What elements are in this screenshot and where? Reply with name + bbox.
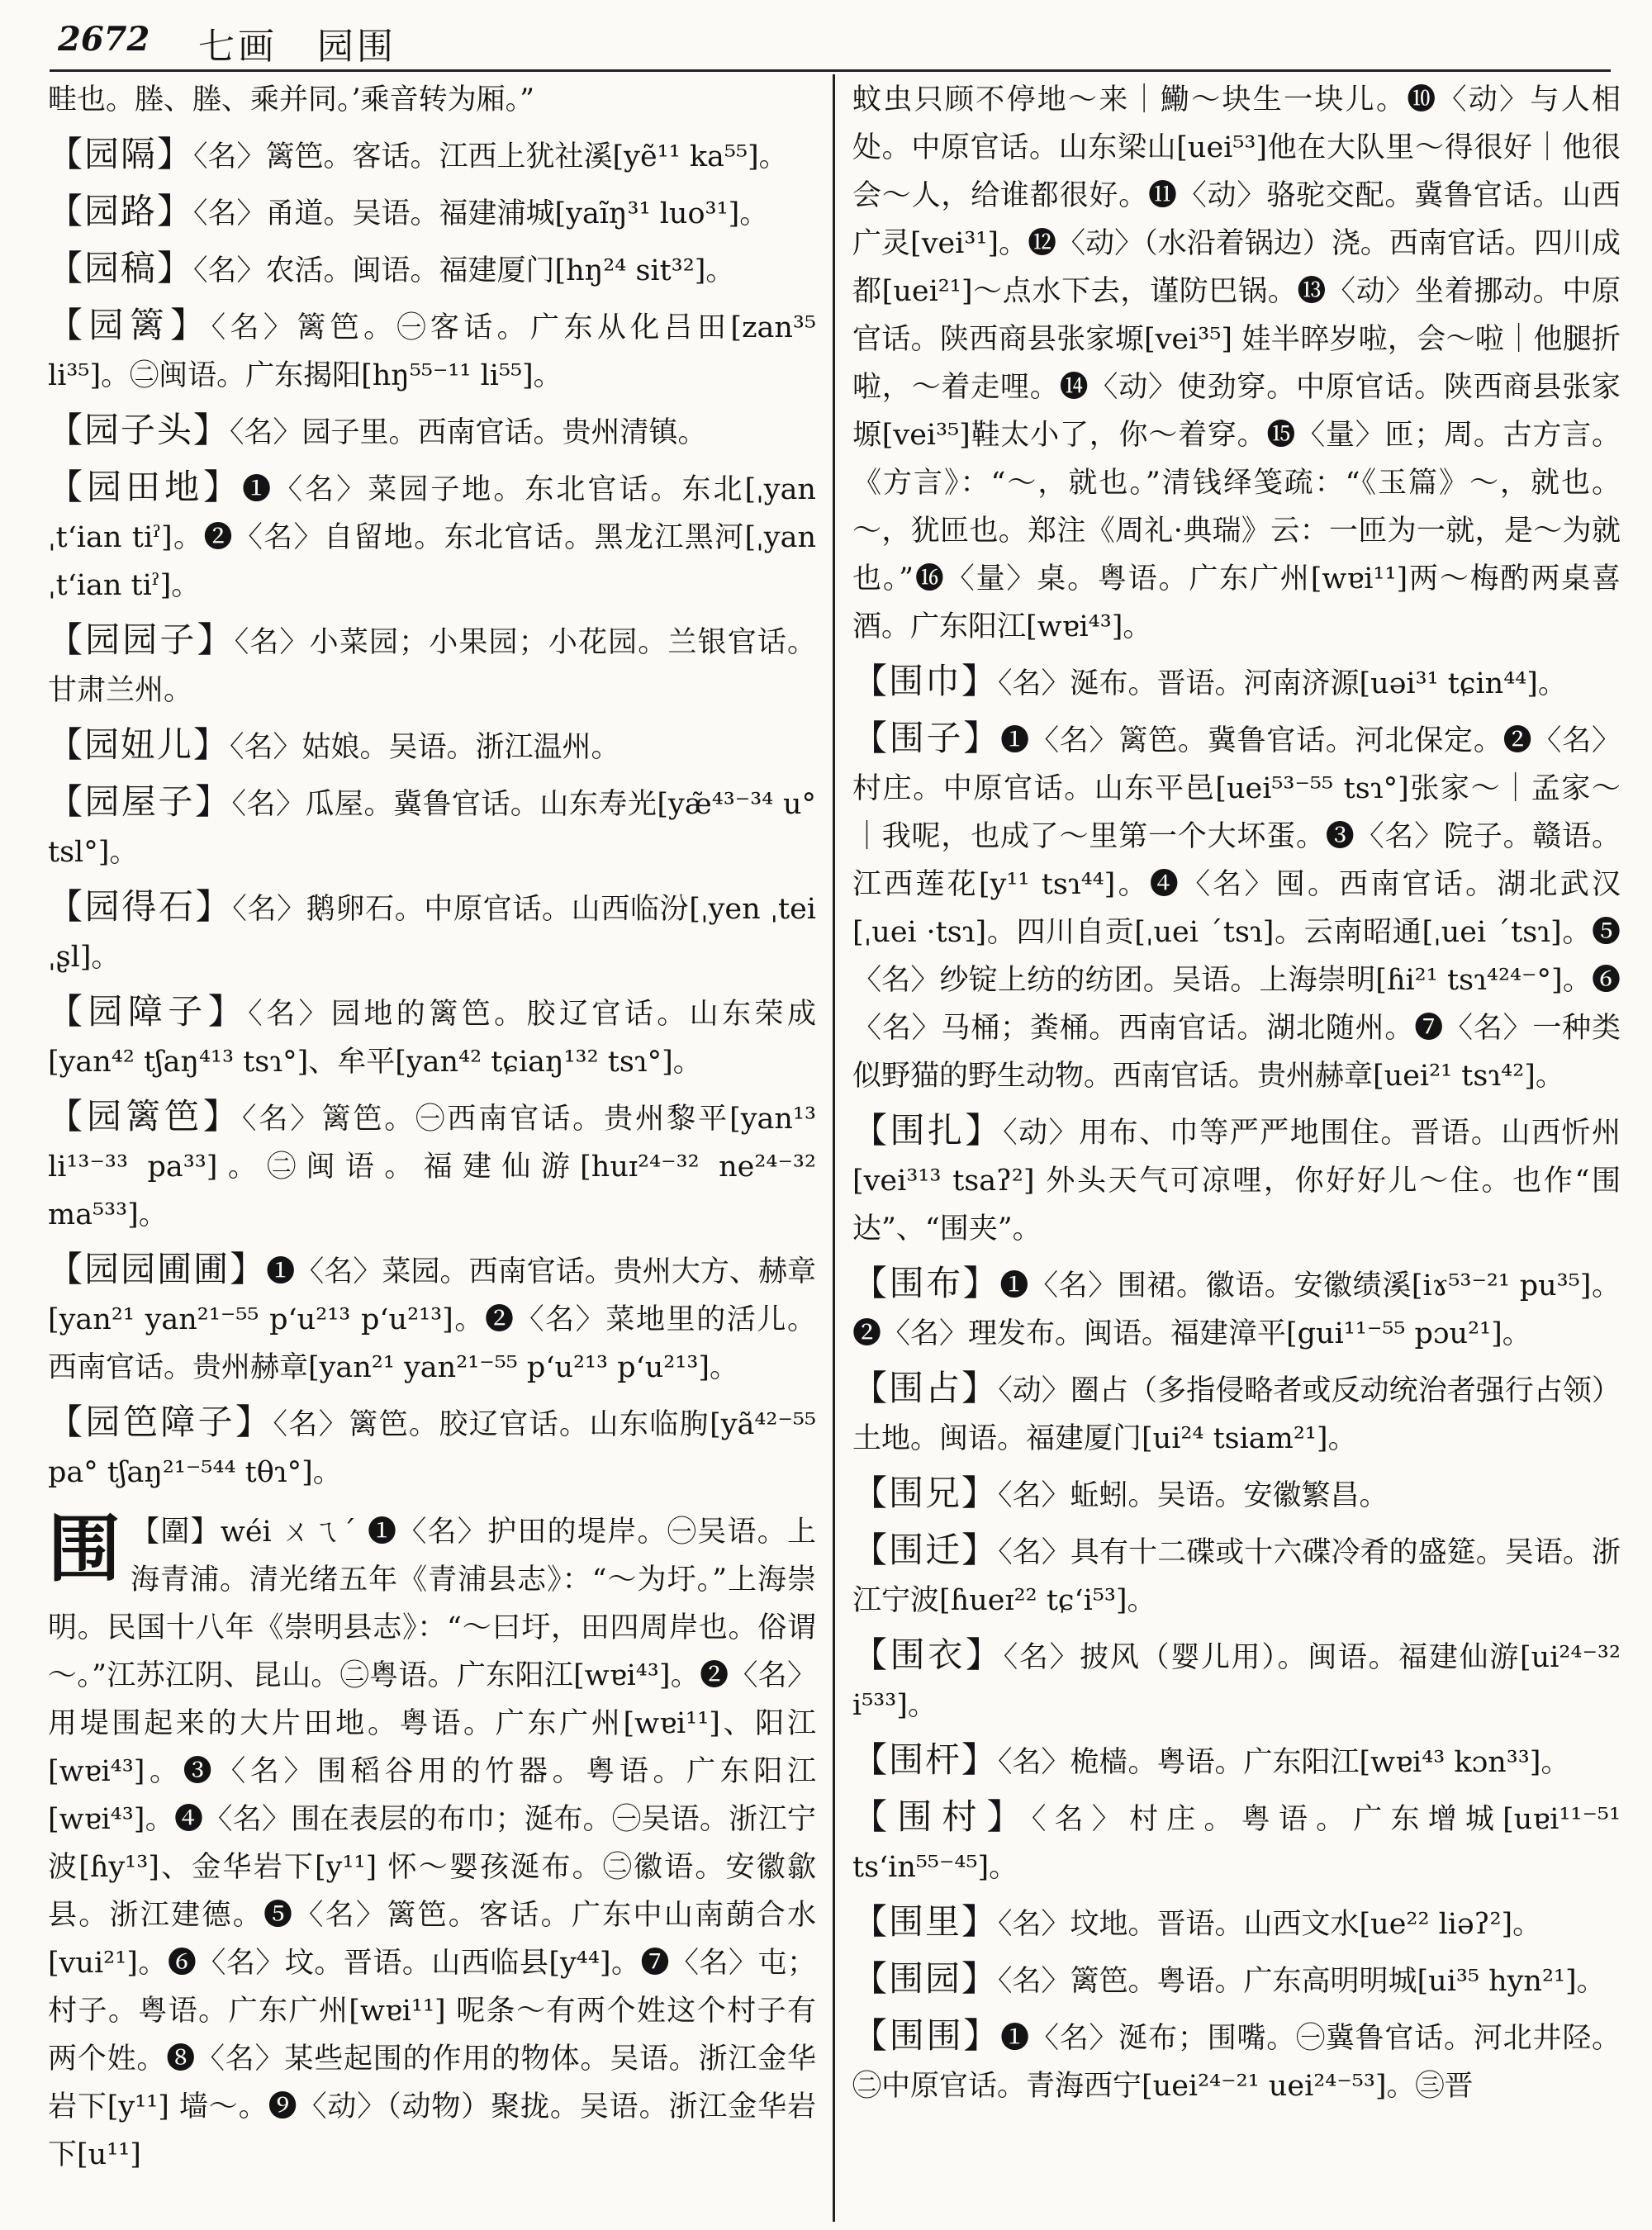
entry-headword: 【围杆】 xyxy=(852,1739,999,1780)
entry-headword: 【园妞儿】 xyxy=(48,724,230,765)
entry-definition: 〈名〉蚯蚓。吴语。安徽繁昌。 xyxy=(998,1479,1389,1512)
entry-headword: 【围园】 xyxy=(852,1958,999,1999)
dictionary-entry xyxy=(852,1631,1621,1729)
entry-definition: ❶〈名〉菜园。西南官话。贵州大方、赫章[yan²¹ yan²¹⁻⁵⁵ pʻu²¹³ pʻu²¹³]。❷〈名〉菜地里的活儿。西南官话。贵州赫章[yan²¹ yan²¹⁻⁵⁵ pʻu²¹³ pʻu²¹³]。 xyxy=(48,1255,816,1384)
entry-definition: 〈名〉姑娘。吴语。浙江温州。 xyxy=(230,731,620,764)
entry-definition: 〈名〉小菜园；小果园；小花园。兰银官话。甘肃兰州。 xyxy=(48,626,816,707)
dictionary-entry xyxy=(852,1955,1621,2005)
entry-headword: 【园得石】 xyxy=(48,886,233,927)
entry-headword: 【园篱笆】 xyxy=(48,1096,242,1136)
entry-definition: 〈名〉村庄。粤语。广东增城[uɐi¹¹⁻⁵¹ tsʻin⁵⁵⁻⁴⁵]。 xyxy=(852,1803,1621,1884)
entry-definition: 〈名〉园子里。西南官话。贵州清镇。 xyxy=(230,416,707,449)
dictionary-entry xyxy=(852,657,1621,708)
entry-definition: 〈动〉用布、巾等严严地围住。晋语。山西忻州[vei³¹³ tsaʔ²] 外头天气可凉哩，你好好儿～住。也作“围达”、“围夹”。 xyxy=(852,1117,1621,1245)
dictionary-entry xyxy=(48,1245,816,1392)
entry-headword: 【园稿】 xyxy=(48,248,194,288)
entry-definition: 〈名〉坟地。晋语。山西文水[ue²² liəʔ²]。 xyxy=(998,1908,1542,1941)
dictionary-entry xyxy=(48,187,816,238)
entry-definition: 〈名〉篱笆。粤语。广东高明明城[ui³⁵ hyn²¹]。 xyxy=(998,1965,1606,1998)
entry-headword: 【围村】 xyxy=(852,1796,1032,1837)
dictionary-entry xyxy=(48,1093,816,1239)
dictionary-entry xyxy=(852,714,1621,1100)
dictionary-entry xyxy=(852,1526,1621,1625)
entry-headword: 【围巾】 xyxy=(852,661,999,701)
entry-definition: 〈名〉篱笆。㊀西南官话。贵州黎平[yan¹³ li¹³⁻³³ pa³³]。㊁闽语。福建仙游[huɪ²⁴⁻³² ne²⁴⁻³² ma⁵³³]。 xyxy=(48,1103,816,1231)
dictionary-entry xyxy=(852,1364,1621,1463)
entry-definition: 〈名〉瓜屋。冀鲁官话。山东寿光[yæ̃⁴³⁻³⁴ u° tsl°]。 xyxy=(48,788,816,869)
entry-definition: 〈名〉披风（婴儿用）。闽语。福建仙游[ui²⁴⁻³² i⁵³³]。 xyxy=(852,1641,1621,1722)
column-divider xyxy=(833,74,835,2222)
entry-headword: 【园田地】 xyxy=(48,467,243,507)
entry-headword: 【园园圃圃】 xyxy=(48,1249,267,1289)
dictionary-entry xyxy=(852,1736,1621,1786)
page-number: 2672 xyxy=(58,20,150,59)
entry-headword: 【围兄】 xyxy=(852,1473,999,1513)
dictionary-entry xyxy=(48,778,816,876)
entry-headword: 【园屋子】 xyxy=(48,781,232,822)
entry-definition: 〈名〉农活。闽语。福建厦门[hŋ²⁴ sit³²]。 xyxy=(193,254,735,287)
dictionary-entry xyxy=(48,616,816,714)
left-column xyxy=(48,76,816,2223)
entry-headword: 【园隔】 xyxy=(48,134,194,174)
main-headword-character: 围 xyxy=(48,1506,121,1592)
entry-definition: ❶〈名〉围裙。徽语。安徽绩溪[iɤ⁵³⁻²¹ pu³⁵]。❷〈名〉理发布。闽语。福建漳平[gui¹¹⁻⁵⁵ pɔu²¹]。 xyxy=(852,1269,1621,1350)
entry-headword: 【围扎】 xyxy=(852,1110,1004,1151)
entry-headword: 【园路】 xyxy=(48,191,194,231)
dictionary-entry xyxy=(852,1260,1621,1358)
entry-headword: 【围围】 xyxy=(852,2015,1001,2056)
entry-definition: 〈名〉篱笆。胶辽官话。山东临朐[yã⁴²⁻⁵⁵ pa° tʃaŋ²¹⁻⁵⁴⁴ tθɿ°]。 xyxy=(48,1408,816,1489)
entry-headword: 【围迁】 xyxy=(852,1530,999,1570)
dictionary-entry xyxy=(48,244,816,295)
entry-headword: 【园笆障子】 xyxy=(48,1402,273,1442)
dictionary-entry xyxy=(48,406,816,457)
entry-definition: ❶〈名〉篱笆。冀鲁官话。河北保定。❷〈名〉村庄。中原官话。山东平邑[uei⁵³⁻⁵⁵ tsɿ°]张家～｜孟家～｜我呢，也成了～里第一个大坏蛋。❸〈名〉院子。赣语。江西莲花[y¹¹ tsɿ⁴⁴]。❹〈名〉囤。西南官话。湖北武汉[ˌuei ·tsɿ]。四川自贡[ˌuei ˊtsɿ]。云南昭通[ˌuei ˊtsɿ]。❺〈名〉纱锭上纺的纺团。吴语。上海崇明[ɦi²¹ tsɿ⁴²⁴⁻°]。❻〈名〉马桶；粪桶。西南官话。湖北随州。❼〈名〉一种类似野猫的野生动物。西南官话。贵州赫章[uei²¹ tsɿ⁴²]。 xyxy=(852,724,1621,1093)
section-title: 七画 园围 xyxy=(198,26,396,68)
entry-definition: ❶〈名〉涎布；围嘴。㊀冀鲁官话。河北井陉。㊁中原官话。青海西宁[uei²⁴⁻²¹ uei²⁴⁻⁵³]。㊂晋 xyxy=(852,2022,1621,2103)
dictionary-entry xyxy=(48,130,816,181)
dictionary-entry xyxy=(48,988,816,1086)
entry-definition: ❶〈名〉菜园子地。东北官话。东北[ˌyan ˌtʻian tiˀ]。❷〈名〉自留地。东北官话。黑龙江黑河[ˌyan ˌtʻian tiˀ]。 xyxy=(48,473,816,602)
entry-definition: 〈名〉篱笆。㊀客话。广东从化吕田[zan³⁵ li³⁵]。㊁闽语。广东揭阳[hŋ⁵⁵⁻¹¹ li⁵⁵]。 xyxy=(48,311,816,392)
main-character-entry xyxy=(48,1508,816,2179)
entry-headword: 【园子头】 xyxy=(48,410,230,450)
entry-headword: 【围占】 xyxy=(852,1368,999,1408)
entry-headword: 【园障子】 xyxy=(48,991,249,1032)
entry-definition: 〈名〉甬道。吴语。福建浦城[yaĩŋ³¹ luo³¹]。 xyxy=(193,197,769,230)
entry-definition: 〈名〉具有十二碟或十六碟冷肴的盛筵。吴语。浙江宁波[ɦueɪ²² tɕʻi⁵³]。 xyxy=(852,1536,1621,1617)
dictionary-entry xyxy=(48,883,816,981)
right-column xyxy=(852,76,1621,2223)
dictionary-entry xyxy=(852,1107,1621,1253)
entry-definition: 〈名〉鹅卵石。中原官话。山西临汾[ˌyen ˌtei ˌʂl]。 xyxy=(48,893,816,974)
entry-headword: 【园篱】 xyxy=(48,305,211,345)
main-entry-definition: 【圍】wéi ㄨㄟˊ ❶〈名〉护田的堤岸。㊀吴语。上海青浦。清光绪五年《青浦县志》：“～为圩。”上海崇明。民国十八年《崇明县志》：“～曰圩，田四周岸也。俗谓～。”江苏江阴、昆山。㊁粤语。广东阳江[wɐi⁴³]。❷〈名〉用堤围起来的大片田地。粤语。广东广州[wɐi¹¹]、阳江[wɐi⁴³]。❸〈名〉围稻谷用的竹器。粤语。广东阳江[wɐi⁴³]。❹〈名〉围在表层的布巾；涎布。㊀吴语。浙江宁波[ɦy¹³]、金华岩下[y¹¹] 怀～婴孩涎布。㊁徽语。安徽歙县。浙江建德。❺〈名〉篱笆。客话。广东中山南蓢合水[vui²¹]。❻〈名〉坟。晋语。山西临县[y⁴⁴]。❼〈名〉屯；村子。粤语。广东广州[wɐi¹¹] 呢条～有两个姓这个村子有两个姓。❽〈名〉某些起围的作用的物体。吴语。浙江金华岩下[y¹¹] 墙～。❾〈动〉（动物）聚拢。吴语。浙江金华岩下[u¹¹] xyxy=(48,1516,816,2171)
dictionary-entry xyxy=(48,463,816,610)
entry-headword: 【围子】 xyxy=(852,718,1001,758)
dictionary-entry xyxy=(48,301,816,400)
entry-definition: 〈名〉园地的篱笆。胶辽官话。山东荣成[yan⁴² tʃaŋ⁴¹³ tsɿ°]、牟平[yan⁴² tɕiaŋ¹³² tsɿ°]。 xyxy=(48,998,816,1079)
entry-definition: 〈名〉篱笆。客话。江西上犹社溪[yẽ¹¹ ka⁵⁵]。 xyxy=(193,140,788,173)
entry-headword: 【围布】 xyxy=(852,1263,1000,1303)
page-header xyxy=(58,12,1627,69)
dictionary-entry xyxy=(852,1469,1621,1520)
dictionary-entry xyxy=(852,2012,1621,2110)
entry-headword: 【围里】 xyxy=(852,1901,999,1942)
entry-headword: 【围衣】 xyxy=(852,1635,1004,1675)
header-rule xyxy=(50,69,1611,72)
continuation-text: 蚊虫只顾不停地～来｜鰳～块生一块儿。❿〈动〉与人相处。中原官话。山东梁山[uei⁵³]他在大队里～得很好｜他很会～人，给谁都很好。⓫〈动〉骆驼交配。冀鲁官话。山西广灵[vei³¹]。⓬〈动〉（水沿着锅边）浇。西南官话。四川成都[uei²¹]～点水下去，谨防巴锅。⓭〈动〉坐着挪动。中原官话。陕西商县张家塬[vei³⁵] 娃半晬岁啦，会～啦｜他腿折啦，～着走哩。⓮〈动〉使劲穿。中原官话。陕西商县张家塬[vei³⁵]鞋太小了，你～着穿。⓯〈量〉匝；周。古方言。《方言》：“～，就也。”清钱绎笺疏：“《玉篇》～，就也。～，犹匝也。郑注《周礼·典瑞》云：一匝为一就，是～为就也。”⓰〈量〉桌。粤语。广东广州[wɐi¹¹]两～梅酌两桌喜酒。广东阳江[wɐi⁴³]。 xyxy=(852,83,1621,643)
dictionary-entry xyxy=(48,721,816,771)
continuation-text: 畦也。塍、塍、乘并同。’乘音转为厢。” xyxy=(48,83,535,116)
dictionary-entry xyxy=(48,1398,816,1497)
dictionary-entry xyxy=(852,1793,1621,1891)
entry-definition: 〈动〉圈占（多指侵略者或反动统治者强行占领）土地。闽语。福建厦门[ui²⁴ tsiam²¹]。 xyxy=(852,1374,1621,1455)
entry-definition: 〈名〉涎布。晋语。河南济源[uəi³¹ tɕin⁴⁴]。 xyxy=(998,667,1567,700)
entry-definition: 〈名〉桅樯。粤语。广东阳江[wɐi⁴³ kɔn³³]。 xyxy=(998,1746,1570,1779)
dictionary-entry xyxy=(852,1898,1621,1948)
entry-headword: 【园园子】 xyxy=(48,619,235,660)
